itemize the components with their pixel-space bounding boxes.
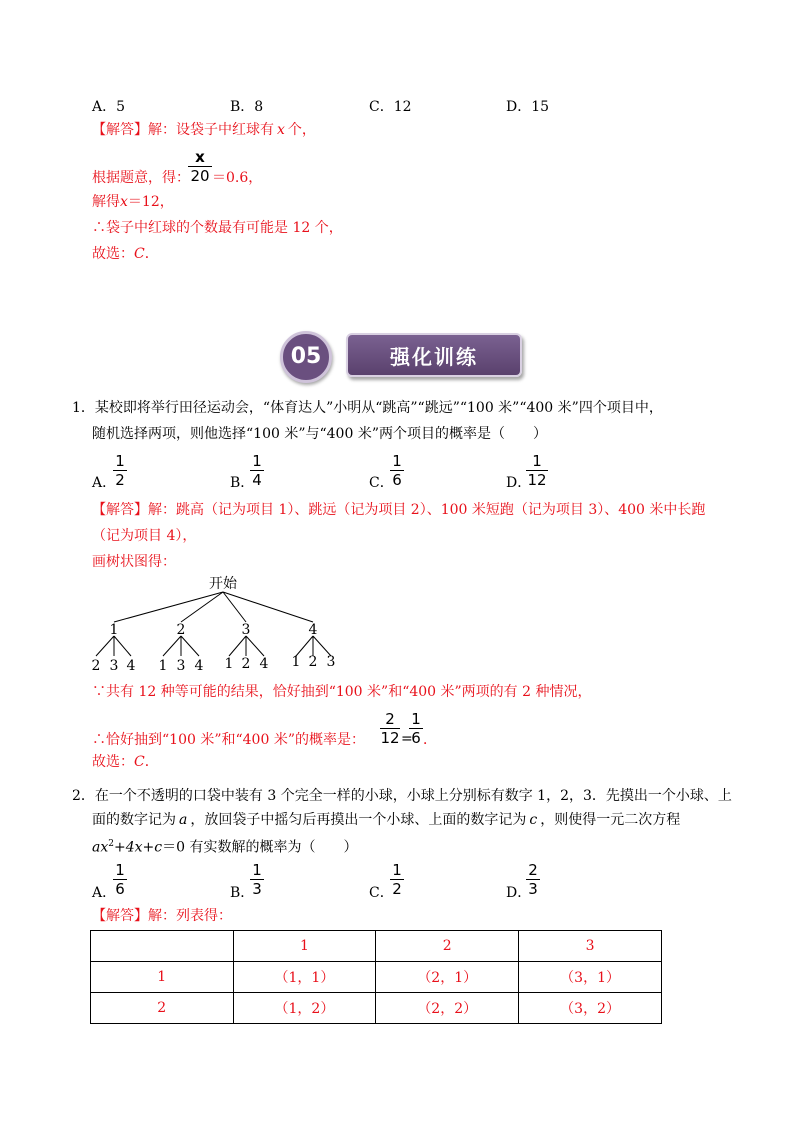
q2-option-b-label: B． bbox=[230, 885, 255, 901]
fraction-numerator: 2 bbox=[528, 861, 538, 879]
table-cell: 2 bbox=[91, 993, 234, 1024]
q2-stem-line2 bbox=[92, 810, 680, 830]
table-cell: 1 bbox=[233, 931, 376, 962]
tree-leaf: 3 bbox=[326, 654, 336, 670]
q2-option-c-fraction bbox=[390, 862, 404, 897]
fraction-denominator: 6 bbox=[411, 729, 421, 747]
fraction-denominator: 2 bbox=[392, 880, 402, 898]
variable: x bbox=[120, 194, 128, 210]
solution-text: 解：跳高（记为项目 1）、跳远（记为项目 2）、100 米短跑（记为项目 3）、400 米中长跑 bbox=[148, 502, 706, 518]
fraction-numerator: 2 bbox=[385, 710, 395, 728]
table-cell bbox=[91, 931, 234, 962]
tree-node-l1: 3 bbox=[241, 622, 251, 638]
fraction-numerator: 1 bbox=[411, 710, 421, 728]
equals-sign: = bbox=[401, 731, 413, 747]
fraction-numerator: 1 bbox=[115, 452, 125, 470]
answer-letter: C bbox=[134, 246, 145, 262]
fraction-denominator: 3 bbox=[252, 880, 262, 898]
fraction-denominator: 2 bbox=[115, 471, 125, 489]
answer-tag: 【解答】 bbox=[92, 122, 148, 138]
table-cell: （2，2） bbox=[376, 993, 519, 1024]
table-row bbox=[91, 962, 662, 993]
q1-option-b-label: B． bbox=[230, 475, 255, 491]
period: ． bbox=[423, 732, 437, 748]
stem-text: ＝0 有实数解的概率为（ ） bbox=[162, 839, 358, 856]
fraction-numerator: 1 bbox=[115, 861, 125, 879]
solution-text: 个， bbox=[287, 122, 316, 138]
q2-option-b-fraction bbox=[250, 862, 264, 897]
probability-fraction-2-12 bbox=[380, 711, 400, 746]
table-cell: （2，1） bbox=[376, 962, 519, 993]
prev-option-b: B．8 bbox=[230, 99, 264, 115]
variable: x bbox=[277, 122, 285, 138]
q1-stem-line1: 1．某校即将举行田径运动会，“体育达人”小明从“跳高”“跳远”“100 米”“400 米”四个项目中， bbox=[72, 400, 663, 416]
tree-node-l1: 2 bbox=[176, 622, 186, 638]
table-row bbox=[91, 993, 662, 1024]
solution-text: 故选： bbox=[92, 246, 134, 262]
outcome-table bbox=[90, 930, 662, 1024]
fraction-numerator: 1 bbox=[532, 452, 542, 470]
fraction-numerator: 1 bbox=[252, 452, 262, 470]
equation-part: ax bbox=[92, 839, 109, 856]
tree-leaf: 4 bbox=[194, 658, 204, 674]
table-header-row bbox=[91, 931, 662, 962]
solution-text: 解：设袋子中红球有 bbox=[148, 122, 274, 138]
q1-solution-line2: （记为项目 4）， bbox=[92, 528, 197, 544]
tree-leaf: 2 bbox=[91, 658, 101, 674]
tree-root: 开始 bbox=[209, 576, 237, 592]
tree-edges bbox=[96, 592, 331, 656]
solution-text: 根据题意，得： bbox=[92, 170, 190, 186]
prev-solution-line4: ∴袋子中红球的个数最有可能是 12 个， bbox=[92, 220, 343, 236]
solution-text: ． bbox=[144, 246, 159, 262]
tree-leaf: 4 bbox=[259, 656, 269, 672]
tree-leaf: 3 bbox=[109, 658, 119, 674]
table-cell: 3 bbox=[519, 931, 662, 962]
q1-option-d-label: D． bbox=[506, 475, 532, 491]
prev-option-d: D．15 bbox=[506, 99, 550, 115]
q1-solution-line6 bbox=[92, 752, 159, 772]
q1-solution-line4: ∵共有 12 种等可能的结果，恰好抽到“100 米”和“400 米”两项的有 2 种情况， bbox=[92, 684, 592, 700]
probability-fraction-1-6 bbox=[409, 711, 423, 746]
tree-leaf: 1 bbox=[224, 656, 234, 672]
table-cell: 2 bbox=[376, 931, 519, 962]
tree-leaf: 2 bbox=[241, 656, 251, 672]
fraction-denominator: 3 bbox=[528, 880, 538, 898]
q2-option-a-fraction bbox=[113, 862, 127, 897]
tree-leaf: 3 bbox=[176, 658, 186, 674]
fraction-denominator: 20 bbox=[190, 167, 210, 185]
answer-letter: C bbox=[134, 754, 145, 770]
solution-text: ＝12， bbox=[127, 194, 174, 210]
fraction-denominator: 6 bbox=[392, 471, 402, 489]
tree-leaf: 2 bbox=[308, 654, 318, 670]
prev-eq-tail: ＝0.6， bbox=[212, 170, 263, 186]
prev-option-c: C．12 bbox=[369, 99, 412, 115]
q2-option-d-label: D． bbox=[506, 885, 532, 901]
solution-text: 故选： bbox=[92, 754, 134, 770]
q2-option-c-label: C． bbox=[369, 885, 394, 901]
q2-option-a-label: A． bbox=[92, 885, 117, 901]
fraction-denominator: 12 bbox=[527, 471, 547, 489]
fraction-numerator: x bbox=[195, 148, 205, 166]
fraction-numerator: 1 bbox=[252, 861, 262, 879]
tree-node-l1: 1 bbox=[109, 622, 119, 638]
q1-option-a-label: A． bbox=[92, 475, 117, 491]
q1-solution-line5: ∴恰好抽到“100 米”和“400 米”的概率是： bbox=[92, 732, 365, 748]
solution-text: 解得 bbox=[92, 194, 120, 210]
q2-stem-line3 bbox=[92, 834, 357, 858]
stem-text: ，放回袋子中摇匀后再摸出一个小球、上面的数字记为 bbox=[190, 812, 527, 828]
fraction-numerator: 1 bbox=[392, 861, 402, 879]
table-cell: （1，1） bbox=[233, 962, 376, 993]
tree-leaf: 4 bbox=[126, 658, 136, 674]
tree-node-l1: 4 bbox=[308, 622, 318, 638]
answer-tag: 【解答】 bbox=[92, 502, 148, 518]
section-number-badge: 05 bbox=[280, 331, 332, 383]
stem-text: ，则使得一元二次方程 bbox=[540, 812, 681, 828]
q2-option-d-fraction bbox=[526, 862, 540, 897]
fraction-denominator: 4 bbox=[252, 471, 262, 489]
solution-text: ． bbox=[144, 754, 159, 770]
variable: a bbox=[179, 812, 188, 828]
section-title-banner: 强化训练 bbox=[346, 333, 522, 377]
exponent: 2 bbox=[108, 839, 114, 849]
tree-leaf: 1 bbox=[291, 654, 301, 670]
q1-solution-line3: 画树状图得： bbox=[92, 554, 176, 570]
fraction-numerator: 1 bbox=[392, 452, 402, 470]
table-cell: （3，1） bbox=[519, 962, 662, 993]
fraction-denominator: 6 bbox=[115, 880, 125, 898]
q2-solution-line1 bbox=[92, 906, 232, 926]
q1-stem-line2: 随机选择两项，则他选择“100 米”与“400 米”两个项目的概率是（ ） bbox=[92, 426, 547, 442]
table-cell: 1 bbox=[91, 962, 234, 993]
equation-part: +4x+c bbox=[113, 839, 163, 856]
fraction-denominator: 12 bbox=[380, 729, 400, 747]
table-cell: （1，2） bbox=[233, 993, 376, 1024]
stem-text: 面的数字记为 bbox=[92, 812, 176, 828]
tree-leaf: 1 bbox=[158, 658, 168, 674]
variable: c bbox=[529, 812, 538, 828]
solution-text: 解：列表得： bbox=[148, 908, 232, 924]
answer-tag: 【解答】 bbox=[92, 908, 148, 924]
q2-stem-line1: 2．在一个不透明的口袋中装有 3 个完全一样的小球，小球上分别标有数字 1，2，3．先摸出一个小球、上 bbox=[72, 788, 732, 804]
table-cell: （3，2） bbox=[519, 993, 662, 1024]
prev-option-a: A．5 bbox=[92, 99, 126, 115]
q1-option-c-label: C． bbox=[369, 475, 394, 491]
